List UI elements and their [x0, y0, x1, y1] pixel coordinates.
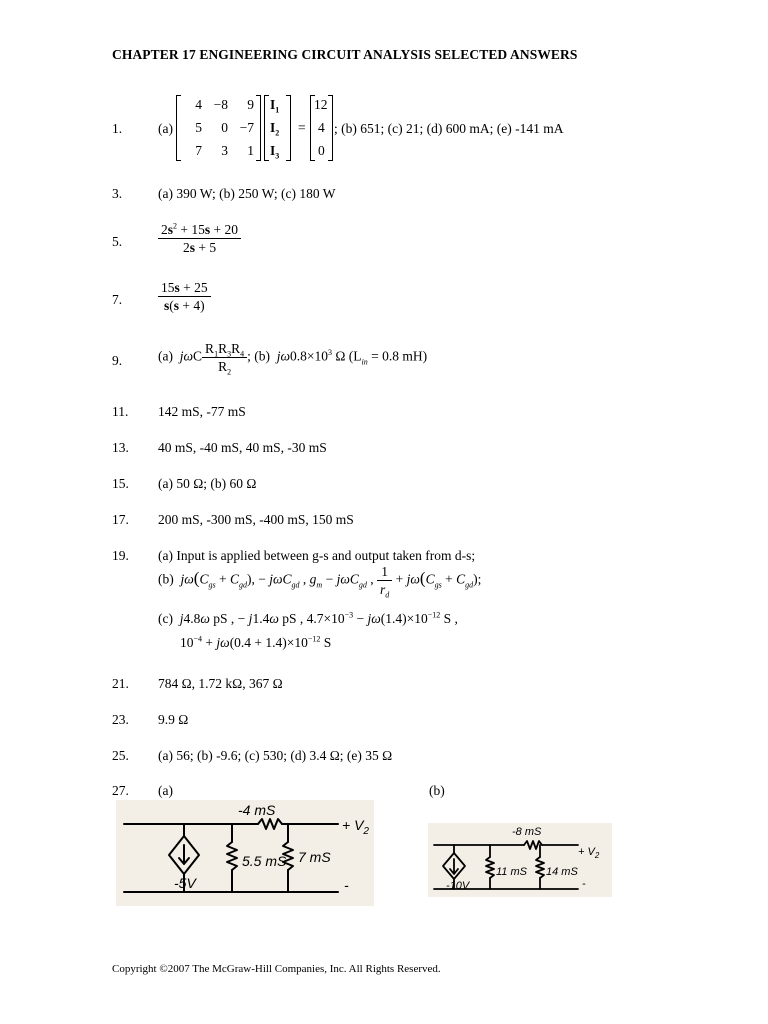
- answer-25-number: 25.: [112, 748, 129, 763]
- circuit-b-out-plus: + $V_2$: [578, 846, 600, 860]
- matrix-cell: −7: [239, 120, 254, 135]
- matrix-var: $I_3$: [270, 143, 280, 161]
- circuit-diagram-b: [428, 823, 612, 897]
- matrix-cell: 5: [195, 120, 202, 135]
- answer-7-number: 7.: [112, 292, 123, 307]
- circuit-b-g2-label: 14 mS: [546, 866, 578, 878]
- answer-5-number: 5.: [112, 234, 123, 249]
- matrix-cell: −8: [213, 97, 228, 112]
- circuit-diagram-a: [116, 800, 374, 906]
- matrix-rhs: 4: [318, 120, 325, 135]
- circuit-a-out-minus: -: [344, 877, 349, 893]
- answer-21-number: 21.: [112, 676, 129, 691]
- answer-9-number: 9.: [112, 353, 123, 368]
- answer-11-text: 142 mS, -77 mS: [158, 404, 246, 419]
- matrix-rhs: 0: [318, 143, 325, 158]
- matrix-cell: 1: [247, 143, 254, 158]
- answer-3-text: (a) 390 W; (b) 250 W; (c) 180 W: [158, 186, 336, 201]
- answer-19-part-c-cont: $10^{-4} + j\omega(0.4 + 1.4)\times 10^{-12}$ S: [180, 634, 332, 650]
- matrix-var: $I_2$: [270, 120, 280, 138]
- answer-15-number: 15.: [112, 476, 129, 491]
- answer-1-part-a: (a): [158, 121, 173, 136]
- answer-25-text: (a) 56; (b) -9.6; (c) 530; (d) 3.4 Ω; (e) 35 Ω: [158, 748, 393, 763]
- circuit-a-g1-label: 5.5 mS: [242, 853, 287, 869]
- answer-17-text: 200 mS, -300 mS, -400 mS, 150 mS: [158, 512, 354, 527]
- circuit-a-g2-label: 7 mS: [298, 849, 331, 865]
- answer-7-fraction: $\frac{15s + 25}{s(s + 4)}$: [158, 279, 211, 314]
- answer-15-text: (a) 50 Ω; (b) 60 Ω: [158, 476, 257, 491]
- circuit-b-source-label: -10V: [446, 880, 470, 892]
- circuit-b-series-label: -8 mS: [512, 826, 542, 838]
- answer-19-number: 19.: [112, 548, 129, 563]
- circuit-b-out-minus: -: [582, 878, 586, 890]
- circuit-b-g1-label: 11 mS: [496, 866, 527, 878]
- answer-23-number: 23.: [112, 712, 129, 727]
- answer-1-matrix-equation: [176, 92, 346, 164]
- answer-27-label-b: (b): [429, 783, 445, 798]
- answer-13-text: 40 mS, -40 mS, 40 mS, -30 mS: [158, 440, 327, 455]
- page-title: CHAPTER 17 ENGINEERING CIRCUIT ANALYSIS SELECTED ANSWERS: [112, 47, 578, 62]
- matrix-equals: =: [298, 120, 306, 135]
- matrix-rhs: 12: [314, 97, 328, 112]
- answer-21-text: 784 Ω, 1.72 kΩ, 367 Ω: [158, 676, 283, 691]
- copyright-footer: Copyright ©2007 The McGraw-Hill Companies, Inc. All Rights Reserved.: [112, 963, 441, 975]
- answer-27-number: 27.: [112, 783, 129, 798]
- answer-5-fraction: $\frac{2s^2 + 15s + 20}{2s + 5}$: [158, 221, 241, 256]
- answer-13-number: 13.: [112, 440, 129, 455]
- circuit-a-out-plus: + $V_2$: [342, 817, 369, 837]
- answer-3-number: 3.: [112, 186, 123, 201]
- answer-23-text: 9.9 Ω: [158, 712, 189, 727]
- answer-19-part-a: (a) Input is applied between g-s and output taken from d-s;: [158, 548, 476, 563]
- answer-1-rest: ; (b) 651; (c) 21; (d) 600 mA; (e) -141 mA: [334, 121, 564, 136]
- answer-1-number: 1.: [112, 121, 123, 136]
- answer-9-text: (a) jωC $\frac{R_1R_3R_4}{R_2}$ ; (b) $j\omega 0.8\times 10^3$ Ω ($L_{in} = 0.8$ mH): [158, 341, 428, 377]
- answer-17-number: 17.: [112, 512, 129, 527]
- answer-27-label-a: (a): [158, 783, 173, 798]
- matrix-cell: 7: [195, 143, 202, 158]
- matrix-var: $I_1$: [270, 97, 280, 115]
- answer-19-part-c: (c) j4.8ω pS , − j1.4ω pS , $4.7\times 10^{-3} - j\omega(1.4)\times 10^{-12}$ S ,: [158, 610, 458, 626]
- circuit-a-source-label: -5V: [174, 875, 196, 891]
- matrix-cell: 0: [221, 120, 228, 135]
- answer-19-part-b: (b) $j\omega(C_{gs} + C_{gd})$, − jωC$_{gd}$ , $g_m - j\omega C_{gd}$ , $\frac{1}{r_d}$ + $j\omega(C_{gs} + C_{gd})$;: [158, 564, 482, 600]
- matrix-cell: 4: [195, 97, 202, 112]
- circuit-a-series-label: -4 mS: [238, 802, 276, 818]
- answer-11-number: 11.: [112, 404, 129, 419]
- matrix-cell: 9: [247, 97, 254, 112]
- matrix-cell: 3: [221, 143, 228, 158]
